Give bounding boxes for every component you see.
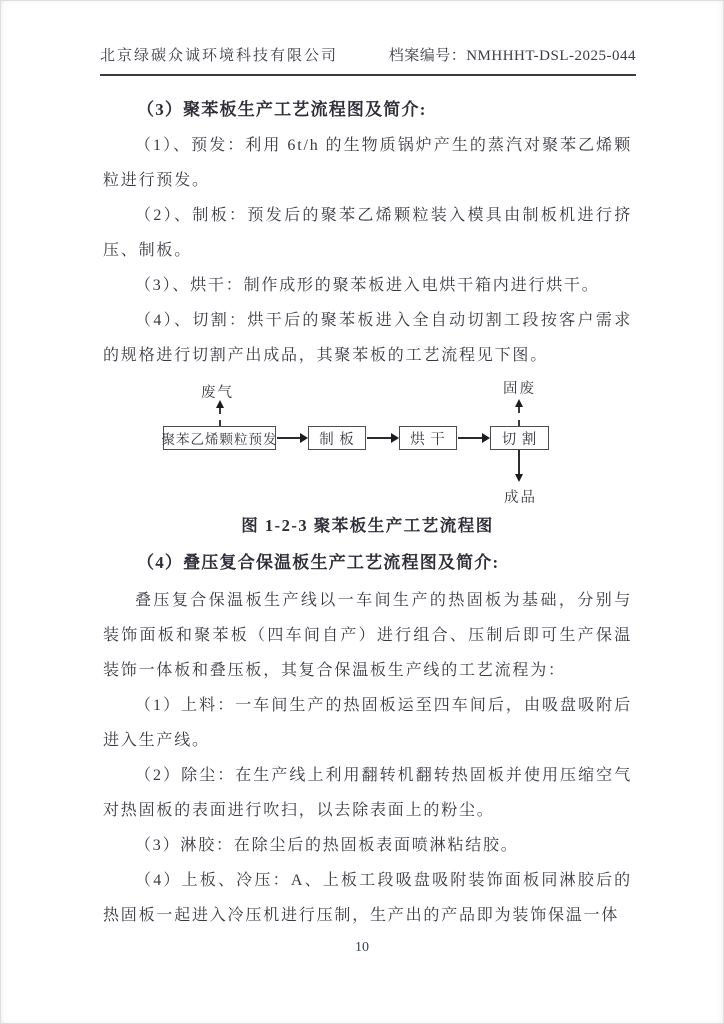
section4-intro: 叠压复合保温板生产线以一车间生产的热固板为基础，分别与装饰面板和聚苯板（四车间自产）进行组合、压制后即可生产保温装饰一体板和叠压板，其复合保温板生产线的工艺流程为： (103, 592, 632, 679)
section3-paragraph-2: （2）、制板：预发后的聚苯乙烯颗粒装入模具由制板机进行挤压、制板。 (103, 207, 632, 259)
dashed-arrow-up-icon (219, 408, 221, 426)
flow-box-drying: 烘 干 (399, 426, 457, 450)
solid-waste-label: 固废 (503, 381, 536, 397)
doc-number-value: NMHHHT-DSL-2025-044 (466, 48, 636, 64)
company-name: 北京绿碳众诚环境科技有限公司 (100, 48, 339, 64)
section3-heading: （3）聚苯板生产工艺流程图及简介: (137, 100, 427, 119)
section4-paragraph-2: （2）除尘：在生产线上利用翻转机翻转热固板并使用压缩空气对热固板的表面进行吹扫，以去除表面上的粉尘。 (103, 767, 632, 819)
product-label: 成品 (504, 490, 537, 506)
process-flow-diagram (103, 375, 632, 510)
section3-paragraph-3: （3）、烘干：制作成形的聚苯板进入电烘干箱内进行烘干。 (135, 277, 600, 294)
section4-paragraph-1: （1）上料：一车间生产的热固板运至四车间后，由吸盘吸附后进入生产线。 (103, 697, 632, 749)
section4-paragraph-4: （4）上板、冷压：A、上板工段吸盘吸附装饰面板同淋胶后的热固板一起进入冷压机进行压制，生产出的产品即为装饰保温一体 (103, 872, 632, 924)
page-number: 10 (355, 940, 369, 955)
doc-number-label: 档案编号： (388, 48, 467, 64)
section3-paragraph-4: （4）、切割：烘干后的聚苯板进入全自动切割工段按客户需求的规格进行切割产出成品，其聚苯板的工艺流程见下图。 (103, 312, 632, 364)
dashed-arrow-up-icon (518, 407, 520, 426)
flow-arrow-right-icon (367, 437, 392, 439)
flow-arrow-right-icon (458, 437, 483, 439)
section4-heading: （4）叠压复合保温板生产工艺流程图及简介: (137, 553, 500, 572)
flow-arrow-right-icon (277, 437, 301, 439)
flow-box-prefoaming: 聚苯乙烯颗粒预发 (163, 426, 276, 450)
section3-paragraph-1: （1）、预发：利用 6t/h 的生物质锅炉产生的蒸汽对聚苯乙烯颗粒进行预发。 (103, 137, 632, 189)
waste-gas-label: 废气 (201, 385, 234, 401)
section4-paragraph-3: （3）淋胶：在除尘后的热固板表面喷淋粘结胶。 (135, 837, 519, 854)
doc-number (389, 44, 636, 65)
arrow-down-icon (518, 450, 520, 474)
flow-box-cutting: 切 割 (490, 426, 549, 450)
page-header (100, 44, 636, 76)
figure-caption: 图 1-2-3 聚苯板生产工艺流程图 (241, 516, 494, 535)
flow-box-board-making: 制 板 (308, 426, 366, 450)
